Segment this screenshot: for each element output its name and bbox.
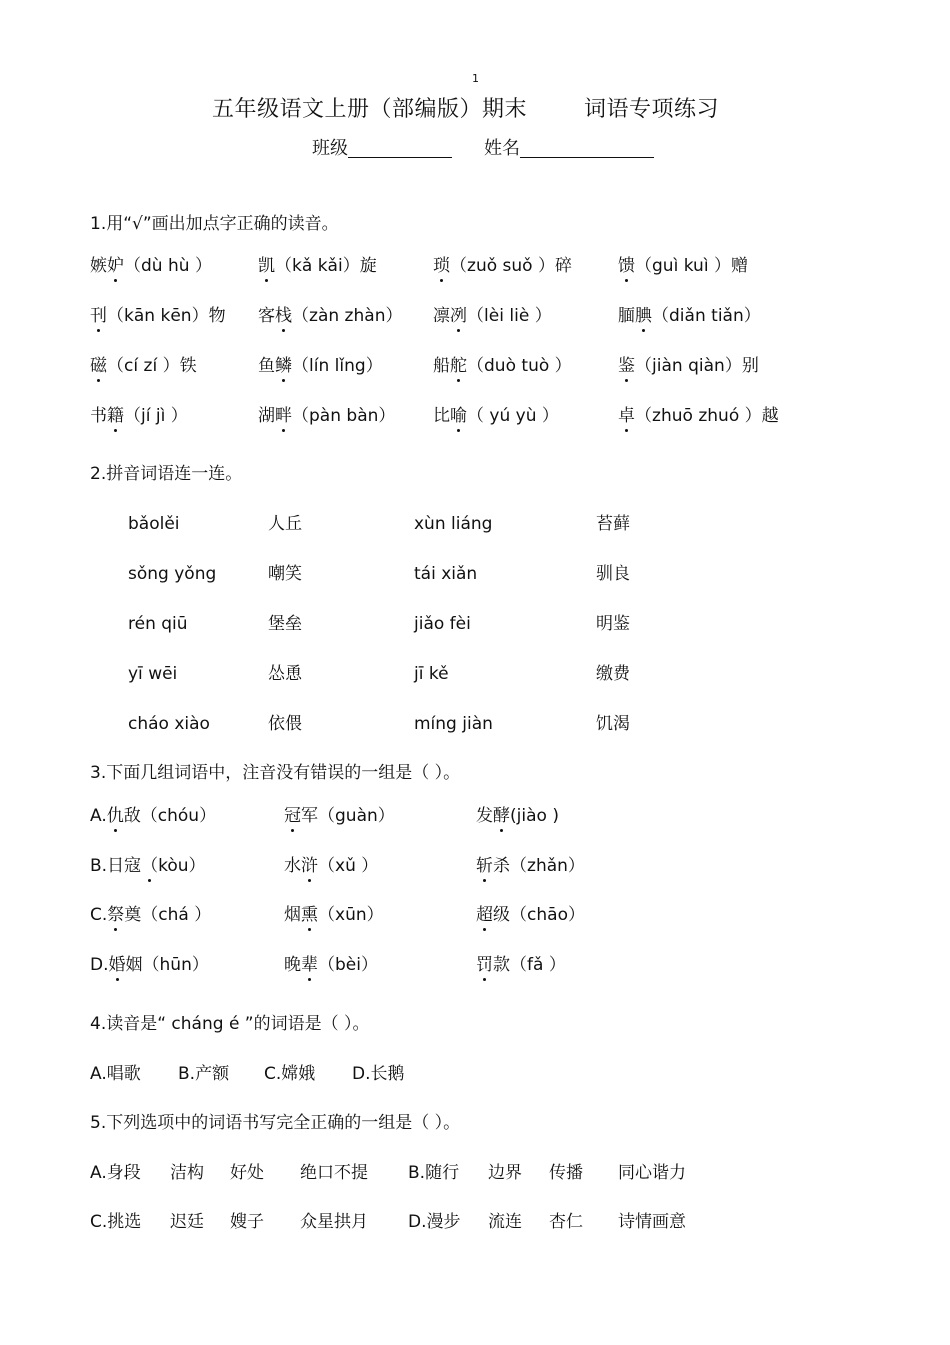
name-label: 姓名	[484, 138, 520, 159]
pinyin-item: jī kě	[414, 664, 449, 684]
q3-option: A.仇敌（chóu）	[90, 806, 217, 826]
q3-prompt: 3.下面几组词语中，注音没有错误的一组是（ ）。	[90, 763, 461, 783]
pinyin-item: rén qiū	[128, 614, 188, 634]
word-item: 嘲笑	[268, 564, 302, 584]
q5-prompt: 5.下列选项中的词语书写完全正确的一组是（ ）。	[90, 1113, 461, 1133]
q4-option: D.长鹅	[352, 1064, 405, 1084]
name-blank[interactable]	[520, 141, 654, 158]
q5-word: B.随行	[408, 1163, 460, 1183]
q3-option: D.婚姻（hūn）	[90, 955, 209, 975]
q3-option: B.日寇（kòu）	[90, 856, 206, 876]
q1-item: 磁（cí zí ）铁	[90, 356, 197, 376]
q1-item: 船舵（duò tuò ）	[433, 356, 572, 376]
q5-word: 绝口不提	[300, 1163, 368, 1183]
page-title-topic: 词语专项练习	[584, 97, 720, 122]
q3-option: C.祭奠（chá ）	[90, 905, 212, 925]
q1-item: 鉴（jiàn qiàn）别	[618, 356, 759, 376]
q1-item: 卓（zhuō zhuó ）越	[618, 406, 779, 426]
word-item: 人丘	[268, 514, 302, 534]
pinyin-item: tái xiǎn	[414, 564, 478, 584]
q3-option: 超级（chāo）	[476, 905, 585, 925]
word-item: 苔藓	[596, 514, 630, 534]
pinyin-item: míng jiàn	[414, 714, 493, 734]
q5-word: D.漫步	[408, 1212, 461, 1232]
q5-word: 传播	[549, 1163, 583, 1183]
q3-option: 水浒（xǔ ）	[284, 856, 379, 876]
pinyin-item: xùn liáng	[414, 514, 493, 534]
q3-option: 斩杀（zhǎn）	[476, 856, 585, 876]
page-number: 1	[472, 72, 479, 85]
word-item: 堡垒	[268, 614, 302, 634]
q1-item: 腼腆（diǎn tiǎn）	[618, 306, 761, 326]
word-item: 怂恿	[268, 664, 302, 684]
q5-word: 好处	[230, 1163, 264, 1183]
word-item: 明鉴	[596, 614, 630, 634]
q3-option: 冠军（guàn）	[284, 806, 395, 826]
word-item: 驯良	[596, 564, 630, 584]
q4-option: A.唱歌	[90, 1064, 141, 1084]
class-label: 班级	[312, 138, 348, 159]
q1-item: 凯（kǎ kǎi）旋	[258, 256, 377, 276]
q1-item: 比喻（ yú yù ）	[433, 406, 559, 426]
q5-word: 众星拱月	[300, 1212, 368, 1232]
q3-option: 晚辈（bèi）	[284, 955, 378, 975]
q2-prompt: 2.拼音词语连一连。	[90, 464, 243, 484]
q1-item: 刊（kān kēn）物	[90, 306, 226, 326]
q5-word: 同心谐力	[618, 1163, 686, 1183]
q3-option: 罚款（fǎ ）	[476, 955, 566, 975]
pinyin-item: bǎolěi	[128, 514, 180, 534]
class-field	[312, 140, 452, 158]
q5-word: 流连	[488, 1212, 522, 1232]
page-title: 五年级语文上册（部编版）期末	[212, 97, 528, 122]
word-item: 依偎	[268, 714, 302, 734]
q5-word: 迟廷	[170, 1212, 204, 1232]
q5-word: 诗情画意	[618, 1212, 686, 1232]
q3-option: 烟熏（xūn）	[284, 905, 384, 925]
q1-item: 琐（zuǒ suǒ ）碎	[433, 256, 572, 276]
q5-word: C.挑选	[90, 1212, 142, 1232]
pinyin-item: sǒng yǒng	[128, 564, 217, 584]
q4-prompt: 4.读音是“ cháng é ”的词语是（ ）。	[90, 1014, 370, 1034]
q1-item: 凛冽（lèi liè ）	[433, 306, 552, 326]
q1-item: 湖畔（pàn bàn）	[258, 406, 396, 426]
name-field	[484, 140, 654, 158]
word-item: 缴费	[596, 664, 630, 684]
q5-word: A.身段	[90, 1163, 141, 1183]
word-item: 饥渴	[596, 714, 630, 734]
q1-item: 嫉妒（dù hù ）	[90, 256, 212, 276]
pinyin-item: cháo xiào	[128, 714, 210, 734]
q3-option: 发酵(jiào )	[476, 806, 559, 826]
q4-option: C.嫦娥	[264, 1064, 316, 1084]
q5-word: 洁构	[170, 1163, 204, 1183]
pinyin-item: yī wēi	[128, 664, 178, 684]
q1-prompt: 1.用“√”画出加点字正确的读音。	[90, 214, 339, 234]
q5-word: 嫂子	[230, 1212, 264, 1232]
q1-item: 客栈（zàn zhàn）	[258, 306, 403, 326]
class-blank[interactable]	[348, 141, 452, 158]
q1-item: 鱼鳞（lín lǐng）	[258, 356, 383, 376]
pinyin-item: jiǎo fèi	[414, 614, 471, 634]
q5-word: 杏仁	[549, 1212, 583, 1232]
q5-word: 边界	[488, 1163, 522, 1183]
q1-item: 书籍（jí jì ）	[90, 406, 188, 426]
q1-item: 馈（guì kuì ）赠	[618, 256, 748, 276]
q4-option: B.产额	[178, 1064, 230, 1084]
